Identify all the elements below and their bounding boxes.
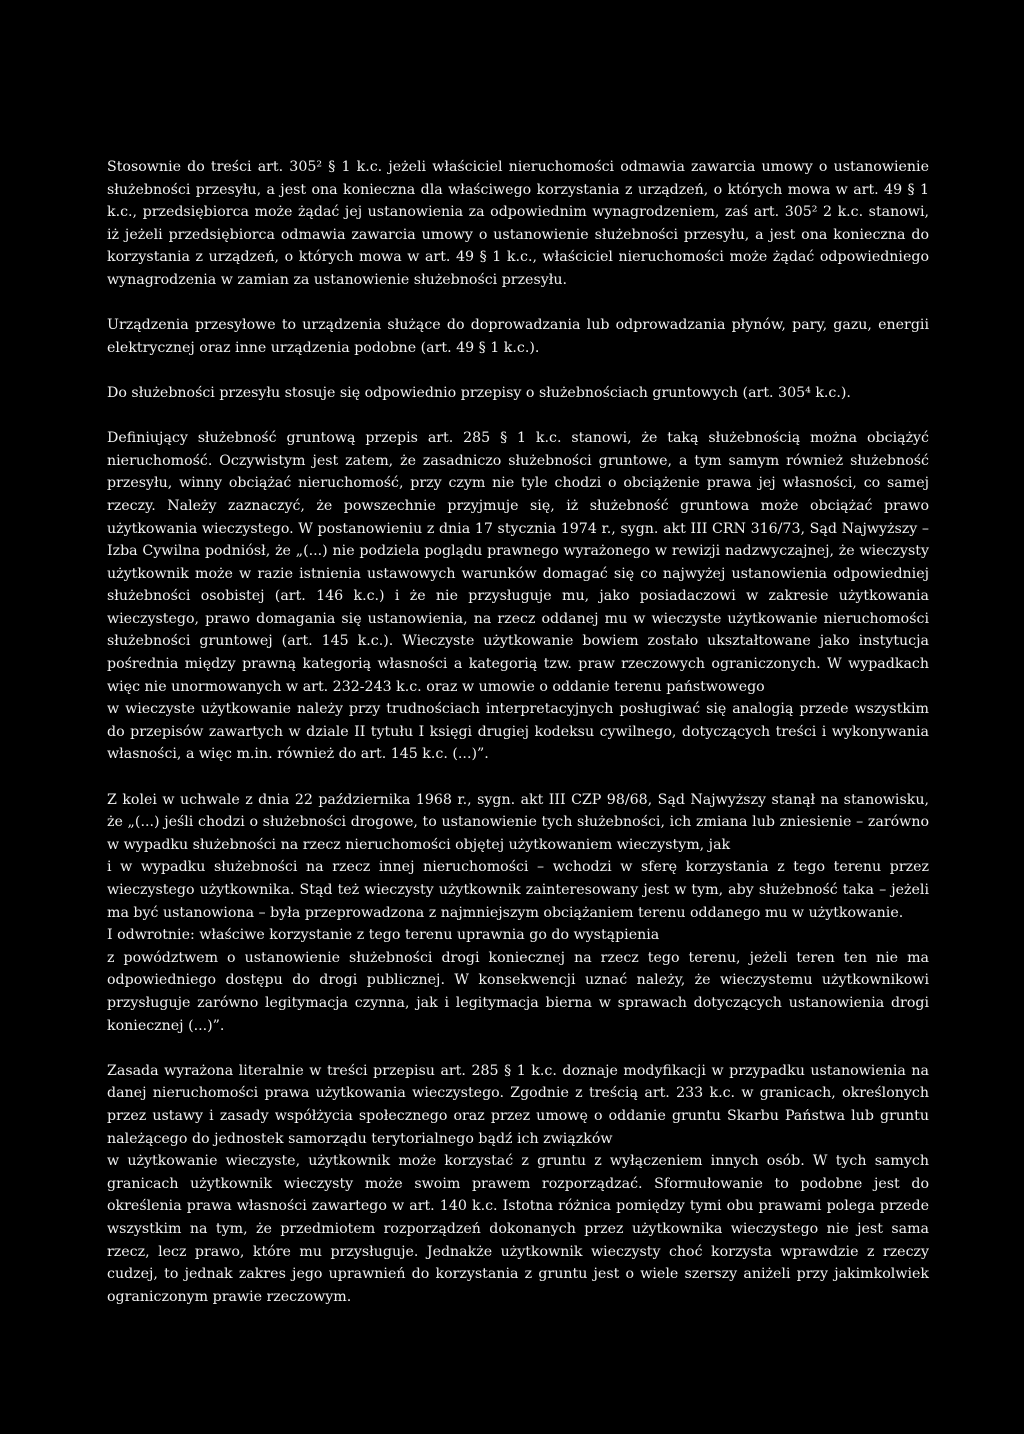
paragraph-11: w użytkowanie wieczyste, użytkownik może korzystać z gruntu z wyłączeniem innych osób. W tych samych granicach użytkownik wieczysty może swoim prawem rozporządzać. Sformułowanie to podobne jest do określenia prawa własności zawartego w art. 140 k.c. Istotna różnica pomiędzy tymi obu prawami polega przede wszystkim na tym, że przedmiotem rozporządzeń dokonanych przez użytkownika wieczystego nie jest sama rzecz, lecz prawo, które mu przysługuje. Jednakże użytkownik wieczysty choć korzysta wprawdzie z rzeczy cudzej, to jednak zakres jego uprawnień do korzystania z gruntu jest o wiele szerszy aniżeli przy jakimkolwiek ograniczonym prawie rzeczowym.	[107, 1153, 929, 1305]
document-page	[107, 156, 929, 1308]
paragraph-4: Definiujący służebność gruntową przepis art. 285 § 1 k.c. stanowi, że taką służebnością można obciążyć nieruchomość. Oczywistym jest zatem, że zasadniczo służebności gruntowe, a tym samym również służebność przesyłu, winny obciążać nieruchomość, przy czym nie tyle chodzi o obciążenie prawa jej własności, co samej rzeczy. Należy zaznaczyć, że powszechnie przyjmuje się, iż służebność gruntowa może obciążać prawo użytkowania wieczystego. W postanowieniu z dnia 17 stycznia 1974 r., sygn. akt III CRN 316/73, Sąd Najwyższy – Izba Cywilna podniósł, że „(...) nie podziela poglądu prawnego wyrażonego w rewizji nadzwyczajnej, że wieczysty użytkownik może w razie istnienia ustawowych warunków domagać się co najwyżej ustanowienia odpowiedniej służebności osobistej (art. 146 k.c.) i że nie przysługuje mu, jako posiadaczowi w zakresie użytkowania wieczystego, prawo domagania się ustanowienia, na rzecz oddanej mu w wieczyste użytkowanie nieruchomości służebności gruntowej (art. 145 k.c.). Wieczyste użytkowanie bowiem zostało ukształtowane jako instytucja pośrednia między prawną kategorią własności a kategorią tzw. praw rzeczowych ograniczonych. W wypadkach więc nie unormowanych w art. 232-243 k.c. oraz w umowie o oddanie terenu państwowego	[107, 430, 929, 695]
paragraph-1: Stosownie do treści art. 305² § 1 k.c. jeżeli właściciel nieruchomości odmawia zawarcia umowy o ustanowienie służebności przesyłu, a jest ona konieczna dla właściwego korzystania z urządzeń, o których mowa w art. 49 § 1 k.c., przedsiębiorca może żądać jej ustanowienia za odpowiednim wynagrodzeniem, zaś art. 305² 2 k.c. stanowi, iż jeżeli przedsiębiorca odmawia zawarcia umowy o ustanowienie służebności przesyłu, a jest ona konieczna do korzystania z urządzeń, o których mowa w art. 49 § 1 k.c., właściciel nieruchomości może żądać odpowiedniego wynagrodzenia w zamian za ustanowienie służebności przesyłu.	[107, 159, 929, 288]
paragraph-5: w wieczyste użytkowanie należy przy trudnościach interpretacyjnych posługiwać się analogią przede wszystkim do przepisów zawartych w dziale II tytułu I księgi drugiej kodeksu cywilnego, dotyczących treści i wykonywania własności, a więc m.in. również do art. 145 k.c. (...)”.	[107, 701, 929, 763]
paragraph-9: z powództwem o ustanowienie służebności drogi koniecznej na rzecz tego terenu, jeżeli teren ten nie ma odpowiedniego dostępu do drogi publicznej. W konsekwencji uznać należy, że wieczystemu użytkownikowi przysługuje zarówno legitymacja czynna, jak i legitymacja bierna w sprawach dotyczących ustanowienia drogi koniecznej (...)”.	[107, 949, 929, 1034]
paragraph-6: Z kolei w uchwale z dnia 22 października 1968 r., sygn. akt III CZP 98/68, Sąd Najwyższy stanął na stanowisku, że „(...) jeśli chodzi o służebności drogowe, to ustanowienie tych służebności, ich zmiana lub zniesienie – zarówno w wypadku służebności na rzecz nieruchomości objętej użytkowaniem wieczystym, jak	[107, 791, 929, 853]
paragraph-10: Zasada wyrażona literalnie w treści przepisu art. 285 § 1 k.c. doznaje modyfikacji w przypadku ustanowienia na danej nieruchomości prawa użytkowania wieczystego. Zgodnie z treścią art. 233 k.c. w granicach, określonych przez ustawy i zasady współżycia społecznego oraz przez umowę o oddanie gruntu Skarbu Państwa lub gruntu należącego do jednostek samorządu terytorialnego bądź ich związków	[107, 1062, 929, 1147]
paragraph-3: Do służebności przesyłu stosuje się odpowiednio przepisy o służebnościach gruntowych (art. 305⁴ k.c.).	[107, 384, 851, 401]
paragraph-2: Urządzenia przesyłowe to urządzenia służące do doprowadzania lub odprowadzania płynów, pary, gazu, energii elektrycznej oraz inne urządzenia podobne (art. 49 § 1 k.c.).	[107, 317, 929, 356]
paragraph-8: I odwrotnie: właściwe korzystanie z tego terenu uprawnia go do wystąpienia	[107, 927, 660, 944]
paragraph-7: i w wypadku służebności na rzecz innej nieruchomości – wchodzi w sferę korzystania z tego terenu przez wieczystego użytkownika. Stąd też wieczysty użytkownik zainteresowany jest w tym, aby służebność taka – jeżeli ma być ustanowiona – była przeprowadzona z najmniejszym obciążaniem terenu oddanego mu w użytkowanie.	[107, 859, 929, 921]
